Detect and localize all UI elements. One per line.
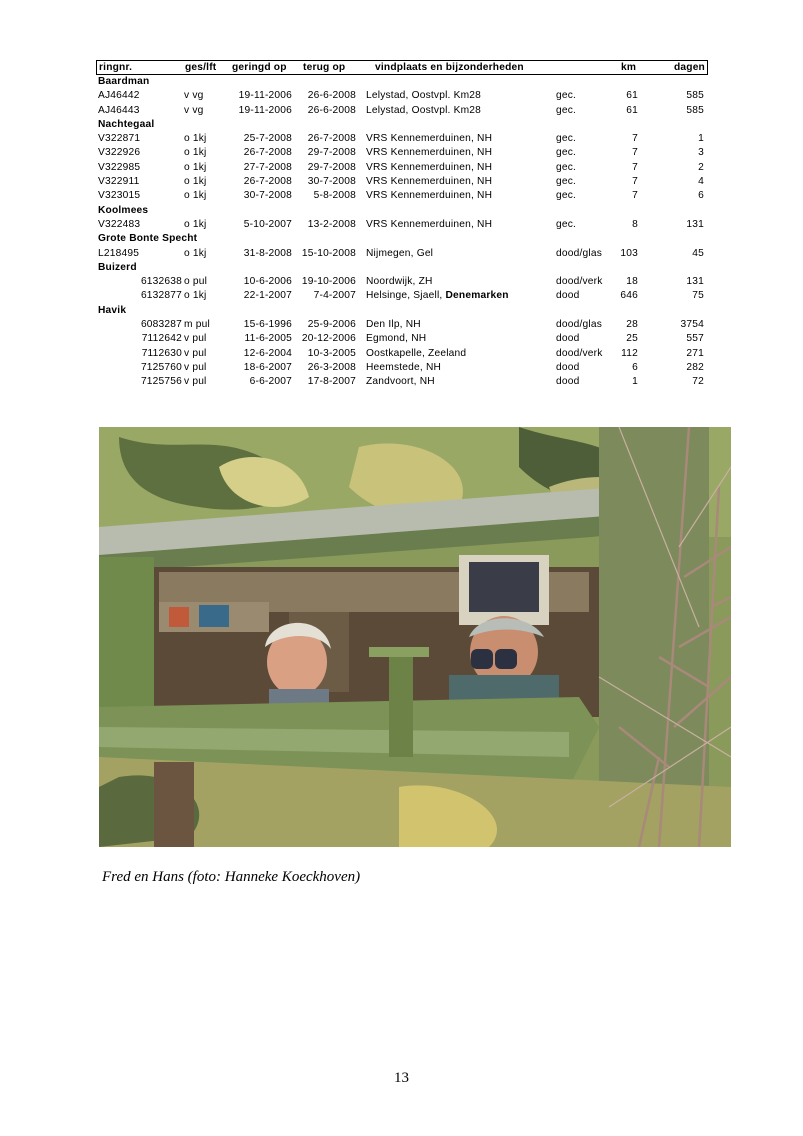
distance-km: 112	[621, 347, 638, 359]
table-row	[96, 218, 708, 232]
ringed-date: 6-6-2007	[249, 376, 292, 388]
location	[366, 319, 421, 330]
status: dood	[556, 290, 580, 302]
distance-km: 61	[626, 90, 638, 102]
species-heading	[96, 232, 708, 246]
ring-number: 6132877	[140, 290, 182, 302]
location-text: Lelystad, Oostvpl. Km28	[366, 90, 482, 102]
ringed-date: 19-11-2006	[238, 104, 292, 116]
table-header	[96, 60, 708, 75]
recovery-date: 17-8-2007	[307, 376, 356, 388]
species-name: Grote Bonte Specht	[98, 233, 198, 245]
location	[366, 362, 441, 373]
ringed-date: 18-6-2007	[243, 361, 292, 373]
recovery-date: 25-9-2006	[307, 319, 356, 331]
table-row	[96, 361, 708, 375]
status: gec.	[556, 190, 577, 202]
days: 1	[698, 133, 704, 145]
table-row	[96, 347, 708, 361]
species-name: Havik	[98, 304, 127, 316]
recovery-date: 7-4-2007	[313, 290, 356, 302]
ringed-date: 10-6-2006	[243, 276, 292, 288]
ringing-table	[96, 60, 708, 390]
days: 6	[698, 190, 704, 202]
distance-km: 646	[620, 290, 638, 302]
table-row	[96, 104, 708, 118]
species-heading	[96, 204, 708, 218]
days: 3754	[680, 319, 704, 331]
days: 2	[698, 161, 704, 173]
location-text: VRS Kennemerduinen, NH	[366, 218, 493, 230]
table-row	[96, 175, 708, 189]
location-text: Zandvoort, NH	[366, 376, 435, 388]
table-row	[96, 146, 708, 160]
location	[366, 190, 492, 201]
table-row	[96, 375, 708, 389]
status: gec.	[556, 161, 577, 173]
recovery-date: 19-10-2006	[301, 276, 356, 288]
status: gec.	[556, 90, 577, 102]
sex-age: v pul	[184, 361, 207, 373]
ringed-date: 5-10-2007	[243, 218, 292, 230]
status: dood/glas	[556, 319, 602, 331]
sex-age: o 1kj	[184, 290, 207, 302]
location	[366, 290, 509, 301]
location	[366, 376, 435, 387]
sex-age: v pul	[184, 347, 207, 359]
header-ring: ringnr.	[99, 62, 133, 73]
location	[366, 176, 492, 187]
sex-age: v pul	[184, 333, 207, 345]
ringed-date: 22-1-2007	[243, 290, 292, 302]
location	[366, 162, 492, 173]
sex-age: v pul	[184, 376, 207, 388]
table-row	[96, 247, 708, 261]
photo-caption: Fred en Hans (foto: Hanneke Koeckhoven)	[102, 869, 361, 885]
status: dood	[556, 361, 580, 373]
photo-hide-with-observers	[99, 427, 731, 847]
table-body	[96, 75, 708, 390]
recovery-date: 26-6-2008	[307, 104, 356, 116]
location	[366, 90, 481, 101]
ringed-date: 26-7-2008	[243, 176, 292, 188]
status: gec.	[556, 218, 577, 230]
status: gec.	[556, 104, 577, 116]
days: 4	[698, 176, 704, 188]
ringed-date: 27-7-2008	[243, 161, 292, 173]
sex-age: v vg	[184, 90, 204, 102]
location-text: Den Ilp, NH	[366, 319, 421, 331]
recovery-date: 26-3-2008	[307, 361, 356, 373]
location	[366, 333, 426, 344]
ringed-date: 11-6-2005	[244, 333, 292, 345]
header-km: km	[621, 62, 637, 73]
ring-number: V323015	[98, 190, 141, 202]
status: dood	[556, 333, 580, 345]
species-heading	[96, 304, 708, 318]
header-ges: ges/lft	[185, 62, 217, 73]
ring-number: V322926	[98, 147, 141, 159]
recovery-date: 13-2-2008	[307, 218, 356, 230]
location-text: Helsinge, Sjaell,	[366, 290, 446, 302]
status: dood/glas	[556, 247, 602, 259]
location-text: Oostkapelle, Zeeland	[366, 347, 467, 359]
location-text: Heemstede, NH	[366, 361, 442, 373]
location	[366, 276, 433, 287]
sex-age: o 1kj	[184, 247, 207, 259]
sex-age: o 1kj	[184, 176, 207, 188]
days: 282	[686, 361, 704, 373]
location-text: VRS Kennemerduinen, NH	[366, 190, 493, 202]
ring-number: 7112642	[141, 333, 182, 345]
location-text: Noordwijk, ZH	[366, 276, 433, 288]
distance-km: 7	[632, 176, 638, 188]
recovery-date: 26-6-2008	[307, 90, 356, 102]
status: gec.	[556, 147, 577, 159]
days: 72	[692, 376, 704, 388]
header-geringd: geringd op	[232, 62, 287, 73]
ringed-date: 31-8-2008	[243, 247, 292, 259]
distance-km: 103	[620, 247, 638, 259]
distance-km: 28	[626, 319, 638, 331]
table-row	[96, 332, 708, 346]
recovery-date: 20-12-2006	[301, 333, 356, 345]
days: 131	[686, 276, 704, 288]
location-text: Nijmegen, Gel	[366, 247, 434, 259]
location	[366, 147, 492, 158]
distance-km: 8	[632, 218, 638, 230]
status: dood	[556, 376, 580, 388]
table-row	[96, 275, 708, 289]
distance-km: 25	[626, 333, 638, 345]
header-plaats: vindplaats en bijzonderheden	[375, 62, 524, 73]
distance-km: 7	[632, 161, 638, 173]
ring-number: 7112630	[141, 347, 182, 359]
ring-number: V322483	[98, 218, 141, 230]
ring-number: 7125756	[140, 376, 182, 388]
sex-age: o 1kj	[184, 147, 207, 159]
ringed-date: 12-6-2004	[243, 347, 292, 359]
species-name: Nachtegaal	[98, 118, 155, 130]
ring-number: V322871	[98, 133, 141, 145]
distance-km: 1	[632, 376, 638, 388]
ring-number: 7125760	[140, 361, 182, 373]
ringed-date: 19-11-2006	[238, 90, 292, 102]
table-row	[96, 89, 708, 103]
ring-number: L218495	[98, 247, 140, 259]
ringed-date: 30-7-2008	[243, 190, 292, 202]
location-text: VRS Kennemerduinen, NH	[366, 161, 493, 173]
location	[366, 219, 492, 230]
location	[366, 105, 481, 116]
distance-km: 7	[632, 133, 638, 145]
days: 131	[686, 218, 704, 230]
species-name: Koolmees	[98, 204, 149, 216]
distance-km: 6	[632, 361, 638, 373]
sex-age: o pul	[184, 276, 208, 288]
location-text: VRS Kennemerduinen, NH	[366, 147, 493, 159]
sex-age: m pul	[184, 319, 210, 331]
sex-age: o 1kj	[184, 218, 207, 230]
species-heading	[96, 75, 708, 89]
table-row	[96, 189, 708, 203]
days: 75	[692, 290, 704, 302]
header-terug: terug op	[303, 62, 346, 73]
species-name: Baardman	[98, 76, 150, 87]
page-number: 13	[394, 1070, 409, 1086]
ring-number: 6132638	[140, 276, 182, 288]
recovery-date: 29-7-2008	[307, 161, 356, 173]
table-row	[96, 289, 708, 303]
table-row	[96, 132, 708, 146]
header-dagen: dagen	[673, 62, 705, 73]
sex-age: o 1kj	[184, 133, 207, 145]
location	[366, 348, 466, 359]
ringed-date: 26-7-2008	[243, 147, 292, 159]
location-text: Egmond, NH	[366, 333, 427, 345]
ring-number: V322985	[98, 161, 141, 173]
days: 585	[686, 104, 704, 116]
days: 585	[686, 90, 704, 102]
days: 557	[686, 333, 704, 345]
ringed-date: 15-6-1996	[243, 319, 292, 331]
days: 3	[698, 147, 704, 159]
location-country: Denemarken	[445, 290, 509, 302]
recovery-date: 5-8-2008	[313, 190, 356, 202]
distance-km: 7	[632, 190, 638, 202]
location-text: VRS Kennemerduinen, NH	[366, 133, 493, 145]
sex-age: v vg	[184, 104, 204, 116]
species-name: Buizerd	[98, 261, 137, 273]
status: gec.	[556, 133, 577, 145]
ring-number: AJ46443	[98, 104, 140, 116]
status: gec.	[556, 176, 577, 188]
ring-number: 6083287	[140, 319, 182, 331]
ringed-date: 25-7-2008	[243, 133, 292, 145]
location	[366, 133, 492, 144]
days: 45	[692, 247, 704, 259]
distance-km: 7	[632, 147, 638, 159]
sex-age: o 1kj	[184, 161, 207, 173]
location-text: Lelystad, Oostvpl. Km28	[366, 104, 482, 116]
location-text: VRS Kennemerduinen, NH	[366, 176, 493, 188]
table-row	[96, 318, 708, 332]
distance-km: 18	[626, 276, 638, 288]
distance-km: 61	[626, 104, 638, 116]
ring-number: AJ46442	[98, 90, 140, 102]
sex-age: o 1kj	[184, 190, 207, 202]
recovery-date: 15-10-2008	[301, 247, 356, 259]
recovery-date: 10-3-2005	[307, 347, 356, 359]
recovery-date: 30-7-2008	[307, 176, 356, 188]
species-heading	[96, 118, 708, 132]
location	[366, 248, 433, 259]
status: dood/verk	[556, 347, 603, 359]
recovery-date: 26-7-2008	[307, 133, 356, 145]
days: 271	[686, 347, 704, 359]
ring-number: V322911	[98, 176, 140, 188]
recovery-date: 29-7-2008	[307, 147, 356, 159]
table-row	[96, 161, 708, 175]
status: dood/verk	[556, 276, 603, 288]
species-heading	[96, 261, 708, 275]
